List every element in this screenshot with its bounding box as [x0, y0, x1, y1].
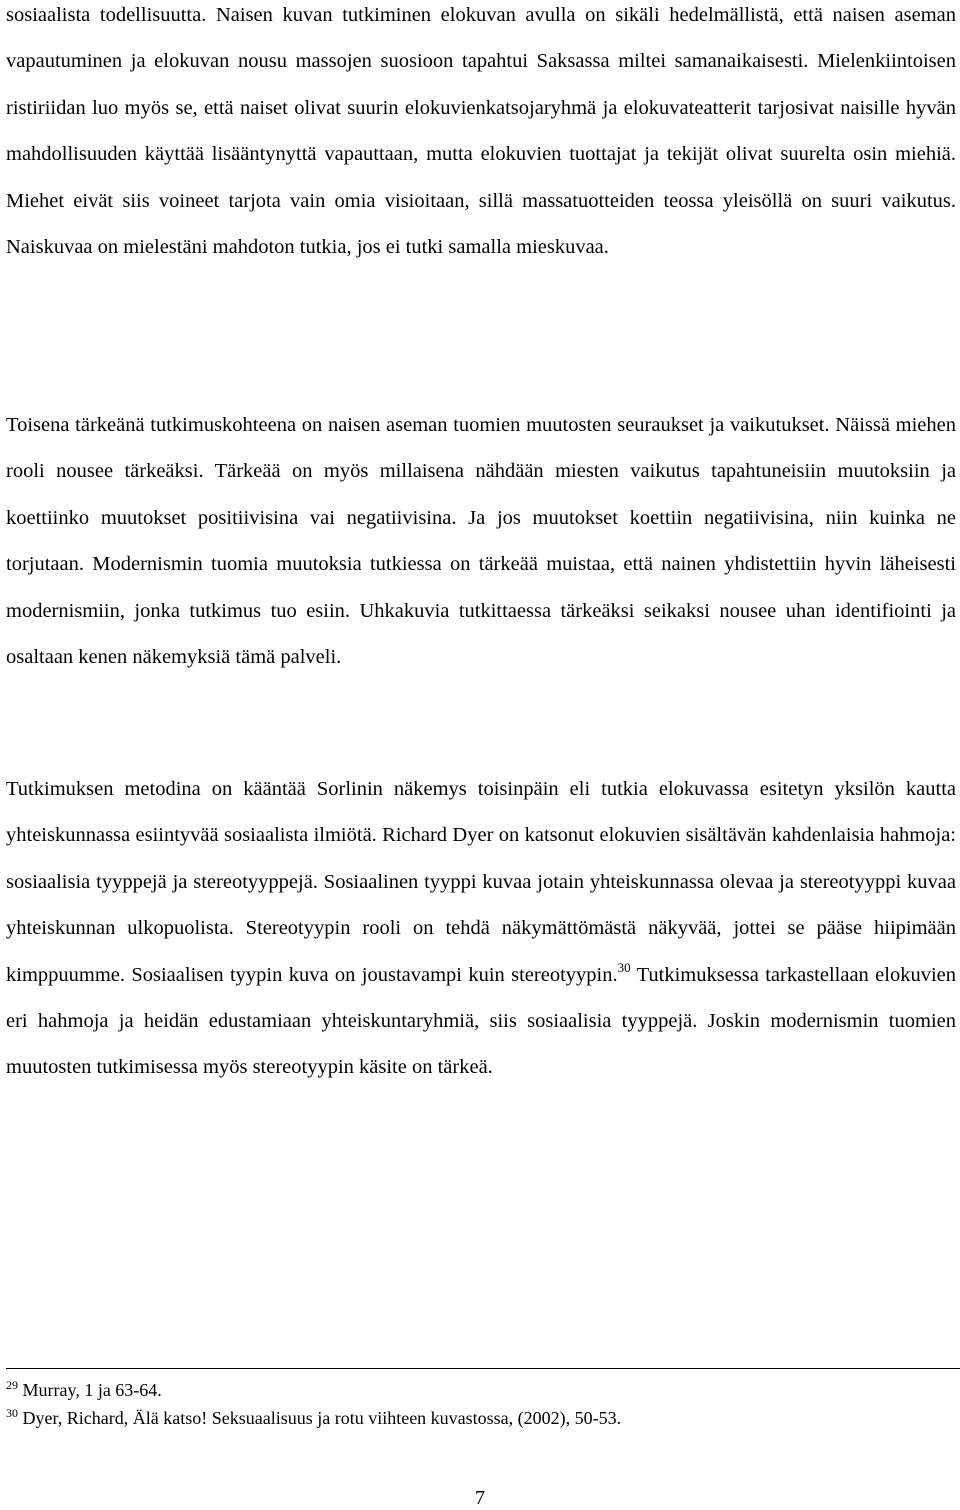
footnote-30: [6, 1406, 956, 1430]
paragraph-3-text-after: Tutkimuksessa tarkastellaan elokuvien eri hahmoja ja heidän edustamiaan yhteiskuntaryhmiä, siis sosiaalisia tyyppejä. Joskin modernismin tuomien muutosten tutkimisessa myös stereotyypin käsite on tärkeä.: [6, 963, 956, 1079]
paragraph-2: [6, 402, 956, 680]
footnote-divider: [6, 1368, 960, 1369]
paragraph-3: [6, 766, 956, 1091]
paragraph-2-text: Toisena tärkeänä tutkimuskohteena on naisen aseman tuomien muutosten seuraukset ja vaikutukset. Näissä miehen rooli nousee tärkeäksi. Tärkeää on myös millaisena nähdään miesten vaikutus tapahtuneisiin muutoksiin ja koettiinko muutokset positiivisina vai negatiivisina. Ja jos muutokset koettiin negatiivisina, niin kuinka ne torjutaan. Modernismin tuomia muutoksia tutkiessa on tärkeää muistaa, että nainen yhdistettiin hyvin läheisesti modernismiin, jonka tutkimus tuo esiin. Uhkakuvia tutkittaessa tärkeäksi seikaksi nousee uhan identifiointi ja osaltaan kenen näkemyksiä tämä palveli.: [6, 414, 956, 669]
footnote-text: Murray, 1 ja 63-64.: [22, 1380, 162, 1400]
footnote-number: 29: [6, 1378, 18, 1392]
footnote-reference: 30: [617, 959, 631, 975]
page-number: 7: [475, 1487, 485, 1509]
footnote-number: 30: [6, 1406, 18, 1420]
paragraph-3-text-before: Tutkimuksen metodina on kääntää Sorlinin näkemys toisinpäin eli tutkia elokuvassa esitetyn yksilön kautta yhteiskunnassa esiintyvää sosiaalista ilmiötä. Richard Dyer on katsonut elokuvien sisältävän kahdenlaisia hahmoja: sosiaalisia tyyppejä ja stereotyyppejä. Sosiaalinen tyyppi kuvaa jotain yhteiskunnassa olevaa ja stereotyyppi kuvaa yhteiskunnan ulkopuolista. Stereotyypin rooli on tehdä näkymättömästä näkyvää, jottei se pääse hiipimään kimppuumme. Sosiaalisen tyypin kuva on joustavampi kuin stereotyypin.: [6, 778, 956, 986]
paragraph-1: [6, 0, 956, 270]
footnote-text: Dyer, Richard, Älä katso! Seksuaalisuus ja rotu viihteen kuvastossa, (2002), 50-53.: [22, 1408, 622, 1428]
footnote-29: [6, 1378, 956, 1402]
paragraph-1-text: sosiaalista todellisuutta. Naisen kuvan tutkiminen elokuvan avulla on sikäli hedelmällistä, että naisen aseman vapautuminen ja elokuvan nousu massojen suosioon tapahtui Saksassa miltei samanaikaisesti. Mielenkiintoisen ristiriidan luo myös se, että naiset olivat suurin elokuvienkatsojaryhmä ja elokuvateatterit tarjosivat naisille hyvän mahdollisuuden käyttää lisääntynyttä vapauttaan, mutta elokuvien tuottajat ja tekijät olivat suurelta osin miehiä. Miehet eivät siis voineet tarjota vain omia visioitaan, sillä massatuotteiden teossa yleisöllä on suuri vaikutus. Naiskuvaa on mielestäni mahdoton tutkia, jos ei tutki samalla mieskuvaa.: [6, 4, 956, 259]
